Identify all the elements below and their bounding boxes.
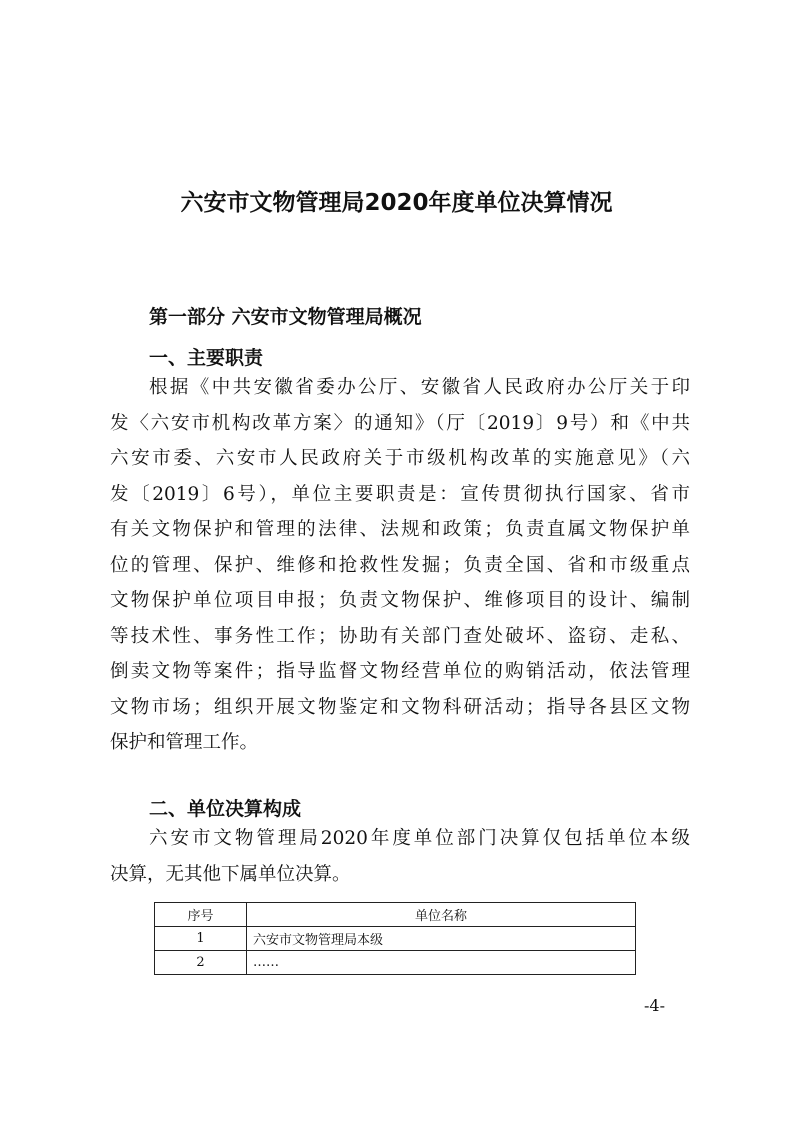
table-cell-seq: 2 bbox=[155, 951, 247, 975]
table-cell-seq: 1 bbox=[155, 927, 247, 951]
paragraph-line: 决算，无其他下属单位决算。 bbox=[110, 863, 351, 885]
paragraph-line: 等技术性、事务性工作；协助有关部门查处破坏、盗窃、走私、 bbox=[110, 625, 690, 647]
paragraph-line: 文物市场；组织开展文物鉴定和文物科研活动；指导各县区文物 bbox=[110, 696, 690, 718]
paragraph-line: 保护和管理工作。 bbox=[110, 732, 259, 753]
paragraph-line: 有关文物保护和管理的法律、法规和政策；负责直属文物保护单 bbox=[110, 519, 690, 540]
table-header-seq: 序号 bbox=[155, 903, 247, 927]
paragraph-line: 六安市委、六安市人民政府关于市级机构改革的实施意见》（六 bbox=[110, 448, 690, 469]
table-header-name: 单位名称 bbox=[247, 903, 636, 927]
duties-paragraph bbox=[110, 370, 690, 761]
paragraph-line: 倒卖文物等案件；指导监督文物经营单位的购销活动，依法管理 bbox=[110, 661, 690, 682]
section-heading-composition: 二、单位决算构成 bbox=[149, 798, 302, 820]
paragraph-line: 文物保护单位项目申报；负责文物保护、维修项目的设计、编制 bbox=[110, 590, 690, 611]
table-header-row bbox=[155, 903, 636, 927]
composition-paragraph bbox=[110, 821, 690, 892]
paragraph-line: 根据《中共安徽省委办公厅、安徽省人民政府办公厅关于印 bbox=[149, 377, 690, 398]
part-heading: 第一部分 六安市文物管理局概况 bbox=[149, 306, 422, 328]
table-cell-name: …… bbox=[247, 951, 636, 975]
paragraph-line: 发〔2019〕6号），单位主要职责是：宣传贯彻执行国家、省市 bbox=[110, 483, 690, 505]
table-row bbox=[155, 951, 636, 975]
paragraph-line: 发〈六安市机构改革方案〉的通知》（厅〔2019〕9号）和《中共 bbox=[110, 412, 690, 434]
paragraph-line: 六安市文物管理局2020年度单位部门决算仅包括单位本级 bbox=[149, 828, 690, 849]
page-number: -4- bbox=[644, 996, 665, 1015]
table-cell-name: 六安市文物管理局本级 bbox=[247, 927, 636, 951]
document-title: 六安市文物管理局2020年度单位决算情况 bbox=[180, 190, 613, 216]
section-heading-duties: 一、主要职责 bbox=[149, 347, 264, 369]
paragraph-line: 位的管理、保护、维修和抢救性发掘；负责全国、省和市级重点 bbox=[110, 554, 690, 576]
table-row bbox=[155, 927, 636, 951]
unit-table bbox=[154, 902, 636, 975]
